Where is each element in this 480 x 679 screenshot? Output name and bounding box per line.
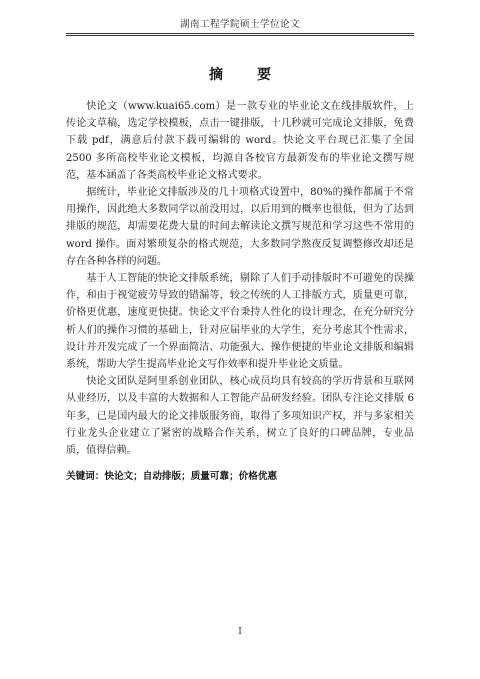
abstract-paragraph-2: 据统计，毕业论文排版涉及的几十项格式设置中，80%的操作都属于不常用操作，因此绝大多数同学以前没用过，以后用到的概率也很低，但为了达到排版的规范，却需要花费大量的时间去解读论文撰写规范和学习这些不常用的 word 操作。面对繁琐复杂的格式规范，大多数同学熬夜反复调整修改却还是存在各种各样的问题。 bbox=[66, 187, 414, 267]
abstract-title: 摘 要 bbox=[209, 67, 281, 83]
abstract-paragraph-1: 快论文（www.kuai65.com）是一款专业的毕业论文在线排版软件，上传论文草稿，选定学校模板，点击一键排版，十几秒就可完成论文排版，免费下载 pdf，满意后付款下载可编辑的 word。快论文平台现已汇集了全国 2500 多所高校毕业论文模板，均源自各校官方最新发布的毕业论文撰写规范，基本涵盖了各类高校毕业论文格式要求。 bbox=[66, 101, 414, 181]
keywords-line: 关键词：快论文；自动排版；质量可靠；价格优惠 bbox=[66, 471, 278, 483]
page-number: I bbox=[238, 627, 242, 637]
running-header: 湖南工程学院硕士学位论文 bbox=[66, 16, 414, 34]
abstract-paragraph-3: 基于人工智能的快论文排版系统，剔除了人们手动排版时不可避免的误操作，和由于视觉疲劳导致的错漏等，较之传统的人工排版方式，质量更可靠，价格更优惠，速度更快捷。快论文平台秉持人性化的设计理念，在充分研究分析人们的操作习惯的基础上，针对应届毕业的大学生，充分考虑其个性需求，设计并开发完成了一个界面简洁、功能强大、操作便捷的毕业论文排版和编辑系统，帮助大学生提高毕业论文写作效率和提升毕业论文质量。 bbox=[66, 273, 414, 371]
abstract-body bbox=[66, 98, 414, 485]
abstract-paragraph-4: 快论文团队是阿里系创业团队，核心成员均具有较高的学历背景和互联网从业经历，以及丰富的大数据和人工智能产品研发经验。团队专注论文排版 6 年多，已是国内最大的论文排版服务商，取得了多项知识产权，并与多家相关行业龙头企业建立了紧密的战略合作关系，树立了良好的口碑品牌，专业品质，值得信赖。 bbox=[66, 376, 414, 457]
